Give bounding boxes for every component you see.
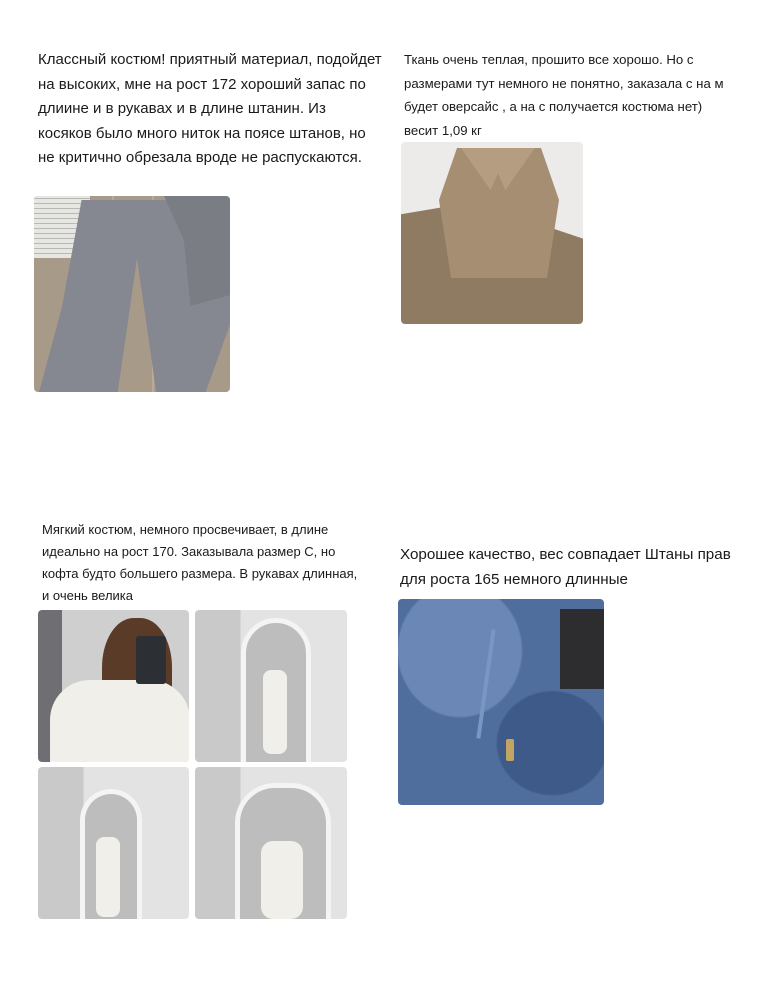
review-3-photo-2[interactable] [195, 610, 347, 762]
review-2-photo[interactable] [401, 142, 583, 324]
review-4-text: Хорошее качество, вес совпадает Штаны прав для роста 165 немного длинные [400, 546, 731, 588]
review-3-photo-3[interactable] [38, 767, 189, 919]
white-outfit-detail [96, 837, 120, 917]
phone-detail [136, 636, 166, 684]
white-outfit-detail [263, 670, 287, 754]
white-sweater-detail [50, 680, 189, 762]
background-detail [560, 609, 604, 689]
drawstring-tip-detail [506, 739, 514, 761]
review-3-photo-1[interactable] [38, 610, 189, 762]
review-2-text: Ткань очень теплая, прошито все хорошо. Но с размерами тут немного не понятно, заказала с на м будет оверсайс , а на с получается костюма нет) весит 1,09 кг [404, 52, 724, 138]
review-3-text: Мягкий костюм, немного просвечивает, в длине идеально на рост 170. Заказывала размер С, но кофта будто большего размера. В рукавах длинная, и очень велика [42, 522, 358, 603]
review-1-text: Классный костюм! приятный материал, подойдет на высоких, мне на рост 172 хороший запас по длиине и в рукавах и в длине штанин. Из косяков было много ниток на поясе штанов, но не критично обрезала вроде не распускаются. [38, 51, 382, 166]
white-outfit-detail [261, 841, 303, 919]
review-3-photo-4[interactable] [195, 767, 347, 919]
review-4-photo[interactable] [398, 599, 604, 805]
review-1-photo[interactable] [34, 196, 230, 392]
